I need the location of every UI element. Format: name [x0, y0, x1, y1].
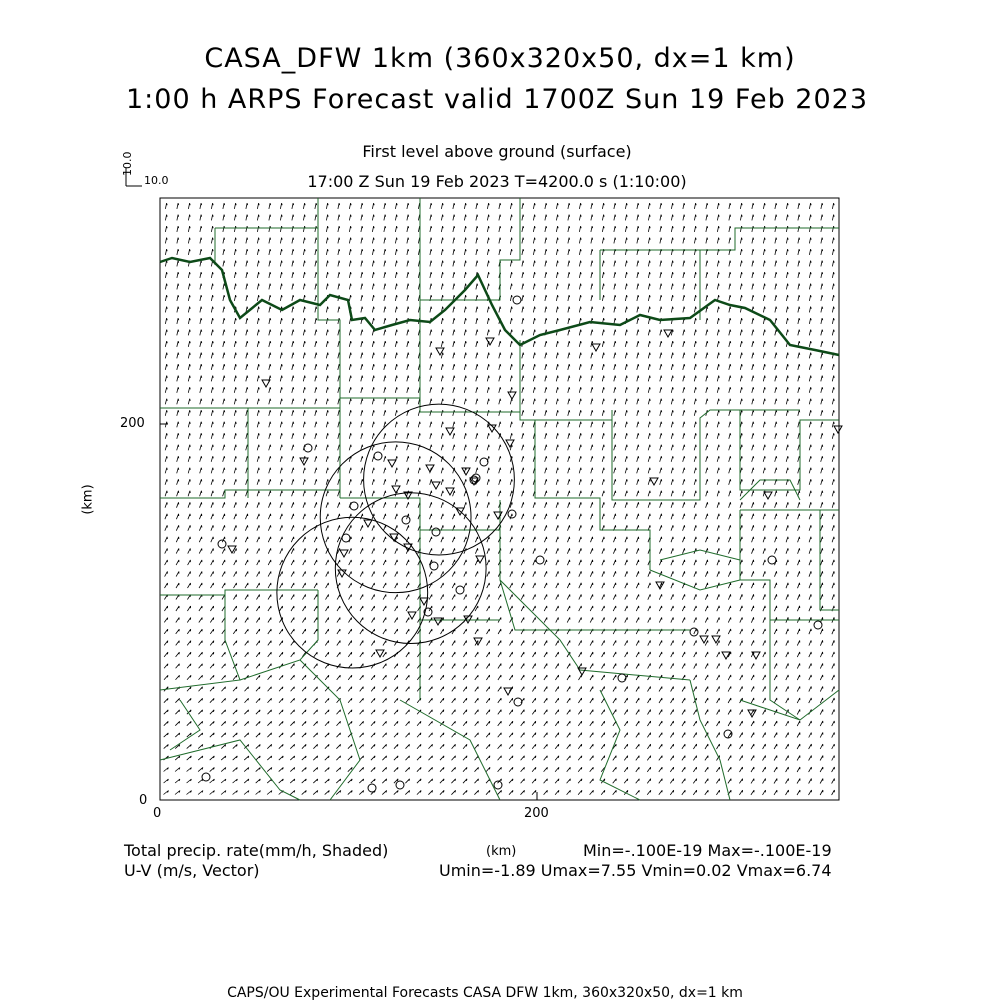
- vector-reference-key: [121, 152, 169, 188]
- shaded-field-label: Total precip. rate(mm/h, Shaded): [124, 841, 389, 860]
- credit-line: CAPS/OU Experimental Forecasts CASA DFW 1km, 360x320x50, dx=1 km: [227, 985, 743, 1001]
- figure-title-line1: CASA_DFW 1km (360x320x50, dx=1 km): [204, 43, 796, 74]
- y-tick-label-0: 0: [139, 793, 148, 808]
- level-subtitle: First level above ground (surface): [362, 142, 632, 161]
- x-tick-label-0: 0: [153, 806, 162, 821]
- vector-key-horizontal-label: 10.0: [144, 174, 169, 187]
- vector-field-label: U-V (m/s, Vector): [124, 861, 260, 880]
- x-axis-label: (km): [486, 844, 517, 859]
- vector-key-vertical-label: 10.0: [121, 151, 134, 176]
- y-axis-label: (km): [80, 484, 96, 515]
- shaded-field-range: Min=-.100E-19 Max=-.100E-19: [583, 841, 832, 860]
- time-subtitle: 17:00 Z Sun 19 Feb 2023 T=4200.0 s (1:10:00): [307, 172, 687, 191]
- figure-title-line2: 1:00 h ARPS Forecast valid 1700Z Sun 19 Feb 2023: [126, 84, 868, 115]
- vector-field-range: Umin=-1.89 Umax=7.55 Vmin=0.02 Vmax=6.74: [439, 861, 832, 880]
- x-tick-label-200: 200: [524, 806, 549, 821]
- y-tick-label-200: 200: [120, 416, 145, 431]
